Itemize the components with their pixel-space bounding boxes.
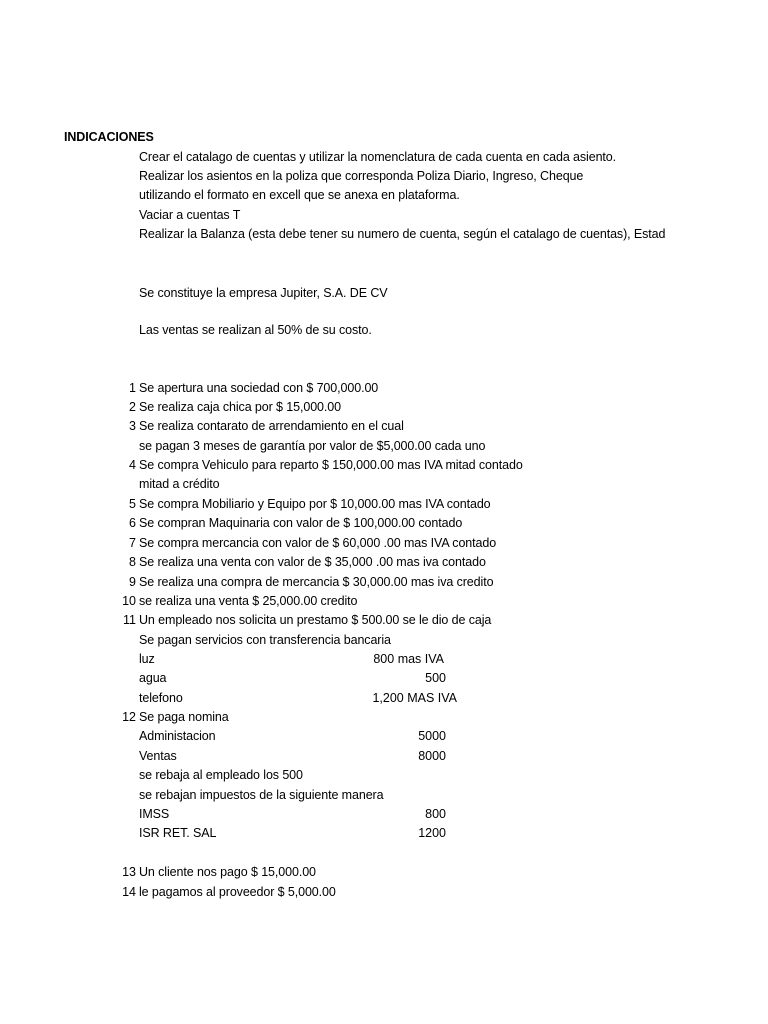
item-number-14: 14 xyxy=(122,885,136,899)
service-agua-label: agua xyxy=(139,671,167,685)
item-number-10: 10 xyxy=(122,594,136,608)
item-number-13: 13 xyxy=(122,865,136,879)
item-text-8: Se realiza una venta con valor de $ 35,000 .00 mas iva contado xyxy=(139,555,486,569)
payroll-ventas-amount: 8000 xyxy=(418,749,446,763)
item-text-4-cont: mitad a crédito xyxy=(139,477,220,491)
payroll-ventas-label: Ventas xyxy=(139,749,177,763)
item-text-3-cont: se pagan 3 meses de garantía por valor de $5,000.00 cada uno xyxy=(139,439,486,453)
item-text-2: Se realiza caja chica por $ 15,000.00 xyxy=(139,400,341,414)
item-text-6: Se compran Maquinaria con valor de $ 100,000.00 contado xyxy=(139,516,463,530)
tax-isr-amount: 1200 xyxy=(418,826,446,840)
item-text-13: Un cliente nos pago $ 15,000.00 xyxy=(139,865,316,879)
instruction-1: Crear el catalago de cuentas y utilizar la nomenclatura de cada cuenta en cada asiento. xyxy=(139,150,617,164)
item-number-6: 6 xyxy=(129,516,136,530)
item-number-1: 1 xyxy=(129,381,136,395)
item-text-11: Un empleado nos solicita un prestamo $ 500.00 se le dio de caja xyxy=(139,613,492,627)
item-number-8: 8 xyxy=(129,555,136,569)
service-telefono-amount: 1,200 MAS IVA xyxy=(372,691,457,705)
item-text-7: Se compra mercancia con valor de $ 60,000 .00 mas IVA contado xyxy=(139,536,497,550)
company-line: Se constituye la empresa Jupiter, S.A. DE CV xyxy=(139,286,388,300)
tax-imss-label: IMSS xyxy=(139,807,170,821)
item-text-10: se realiza una venta $ 25,000.00 credito xyxy=(139,594,358,608)
heading: INDICACIONES xyxy=(64,130,154,144)
services-title: Se pagan servicios con transferencia bancaria xyxy=(139,633,391,647)
payroll-deduction-1: se rebaja al empleado los 500 xyxy=(139,768,303,782)
item-number-12: 12 xyxy=(122,710,136,724)
tax-imss-amount: 800 xyxy=(425,807,446,821)
service-agua-amount: 500 xyxy=(425,671,446,685)
payroll-admin-label: Administacion xyxy=(139,729,216,743)
item-text-9: Se realiza una compra de mercancia $ 30,000.00 mas iva credito xyxy=(139,575,494,589)
tax-isr-label: ISR RET. SAL xyxy=(139,826,217,840)
item-text-12: Se paga nomina xyxy=(139,710,229,724)
payroll-deduction-2: se rebajan impuestos de la siguiente manera xyxy=(139,788,384,802)
instruction-2: Realizar los asientos en la poliza que corresponda Poliza Diario, Ingreso, Cheque xyxy=(139,169,584,183)
payroll-admin-amount: 5000 xyxy=(418,729,446,743)
sales-note: Las ventas se realizan al 50% de su costo. xyxy=(139,323,372,337)
item-number-3: 3 xyxy=(129,419,136,433)
item-text-1: Se apertura una sociedad con $ 700,000.00 xyxy=(139,381,379,395)
item-text-5: Se compra Mobiliario y Equipo por $ 10,000.00 mas IVA contado xyxy=(139,497,491,511)
item-text-3: Se realiza contarato de arrendamiento en el cual xyxy=(139,419,404,433)
instruction-3: utilizando el formato en excell que se anexa en plataforma. xyxy=(139,188,460,202)
instruction-4: Vaciar a cuentas T xyxy=(139,208,241,222)
service-luz-amount: 800 mas IVA xyxy=(373,652,444,666)
item-number-5: 5 xyxy=(129,497,136,511)
instruction-5: Realizar la Balanza (esta debe tener su numero de cuenta, según el catalago de cuentas), Estad xyxy=(139,227,666,241)
item-number-9: 9 xyxy=(129,575,136,589)
item-number-11: 11 xyxy=(123,613,136,627)
service-telefono-label: telefono xyxy=(139,691,183,705)
item-number-7: 7 xyxy=(129,536,136,550)
item-number-4: 4 xyxy=(129,458,136,472)
item-number-2: 2 xyxy=(129,400,136,414)
service-luz-label: luz xyxy=(139,652,155,666)
item-text-14: le pagamos al proveedor $ 5,000.00 xyxy=(139,885,336,899)
item-text-4: Se compra Vehiculo para reparto $ 150,000.00 mas IVA mitad contado xyxy=(139,458,523,472)
